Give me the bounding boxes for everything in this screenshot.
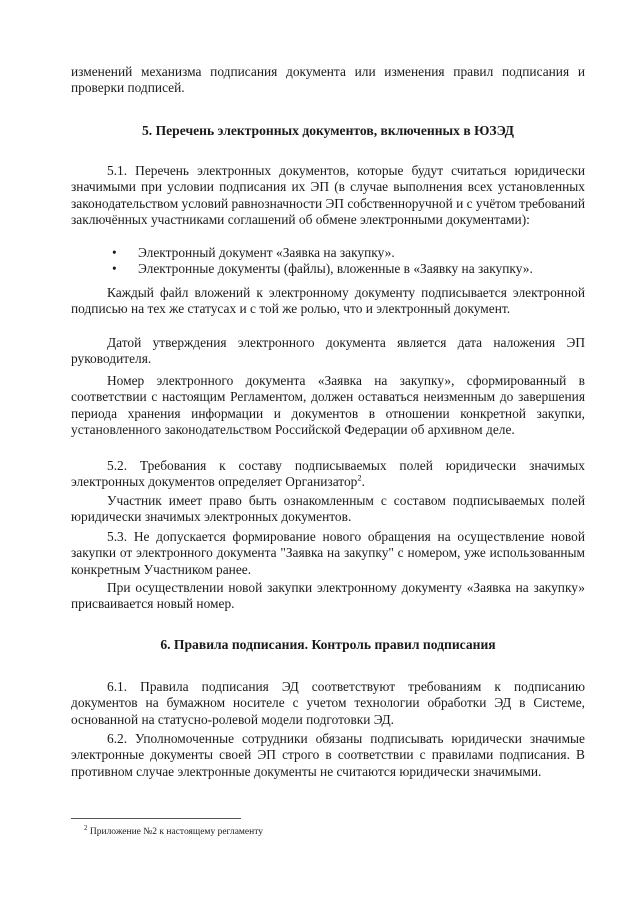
list-item [112, 261, 592, 277]
paragraph-document-number: Номер электронного документа «Заявка на закупку», сформированный в соответствии с настоящим Регламентом, должен оставаться неизменным до завершения периода хранения информации и документов в отношении конкретной закупки, установленного законодательством Российской Федерации об архивном деле. [71, 373, 585, 438]
footnote [84, 823, 263, 838]
section-5-heading: 5. Перечень электронных документов, включенных в ЮЗЭД [141, 123, 514, 138]
paragraph-participant-right: Участник имеет право быть ознакомленным с составом подписываемых полей юридически значимых электронных документов. [71, 493, 585, 525]
paragraph-approval-date: Датой утверждения электронного документа является дата наложения ЭП руководителя. [71, 335, 585, 367]
paragraph-new-number: При осуществлении новой закупки электронному документу «Заявка на закупку» присваивается новый номер. [71, 580, 585, 612]
list-item-text: Электронный документ «Заявка на закупку». [138, 245, 395, 260]
list-item-text: Электронные документы (файлы), вложенные в «Заявку на закупку». [138, 261, 533, 277]
document-list [112, 245, 592, 278]
paragraph-5-2-text: 5.2. Требования к составу подписываемых полей юридически значимых электронных документов определяет Организатор [71, 458, 585, 490]
paragraph-attachments: Каждый файл вложений к электронному документу подписывается электронной подписью на тех же статусах и с той же ролью, что и электронный документ. [71, 285, 585, 317]
footnote-number: 2 [84, 823, 88, 832]
section-6-heading: 6. Правила подписания. Контроль правил подписания [160, 637, 496, 652]
paragraph-6-1: 6.1. Правила подписания ЭД соответствуют требованиям к подписанию документов на бумажном носителе с учетом технологии обработки ЭД в Системе, основанной на статусно-ролевой модели подготовки ЭД. [71, 679, 585, 727]
footnote-divider [71, 818, 241, 819]
paragraph-5-3: 5.3. Не допускается формирование нового обращения на осуществление новой закупки от электронного документа "Заявка на закупку" с номером, уже использованным конкретным Участником ранее. [71, 529, 585, 577]
footnote-ref: 2 [357, 472, 362, 483]
footnote-text: Приложение №2 к настоящему регламенту [89, 827, 263, 837]
paragraph-5-1: 5.1. Перечень электронных документов, которые будут считаться юридически значимыми при условии подписания их ЭП (в случае выполнения всех установленных законодательством условий равнозначности ЭП собственноручной и с учётом требований заключённых участниками соглашений об обмене электронными документами): [71, 163, 585, 228]
list-item [112, 245, 592, 261]
bullet-icon: • [112, 245, 117, 260]
intro-paragraph: изменений механизма подписания документа или изменения правил подписания и проверки подписей. [71, 64, 585, 96]
bullet-icon: • [112, 261, 117, 277]
paragraph-6-2: 6.2. Уполномоченные сотрудники обязаны подписывать юридически значимые электронные документы своей ЭП строго в соответствии с правилами подписания. В противном случае электронные документы не считаются юридически значимыми. [71, 731, 585, 779]
paragraph-5-2 [71, 458, 585, 491]
paragraph-5-2-end: . [361, 474, 365, 490]
